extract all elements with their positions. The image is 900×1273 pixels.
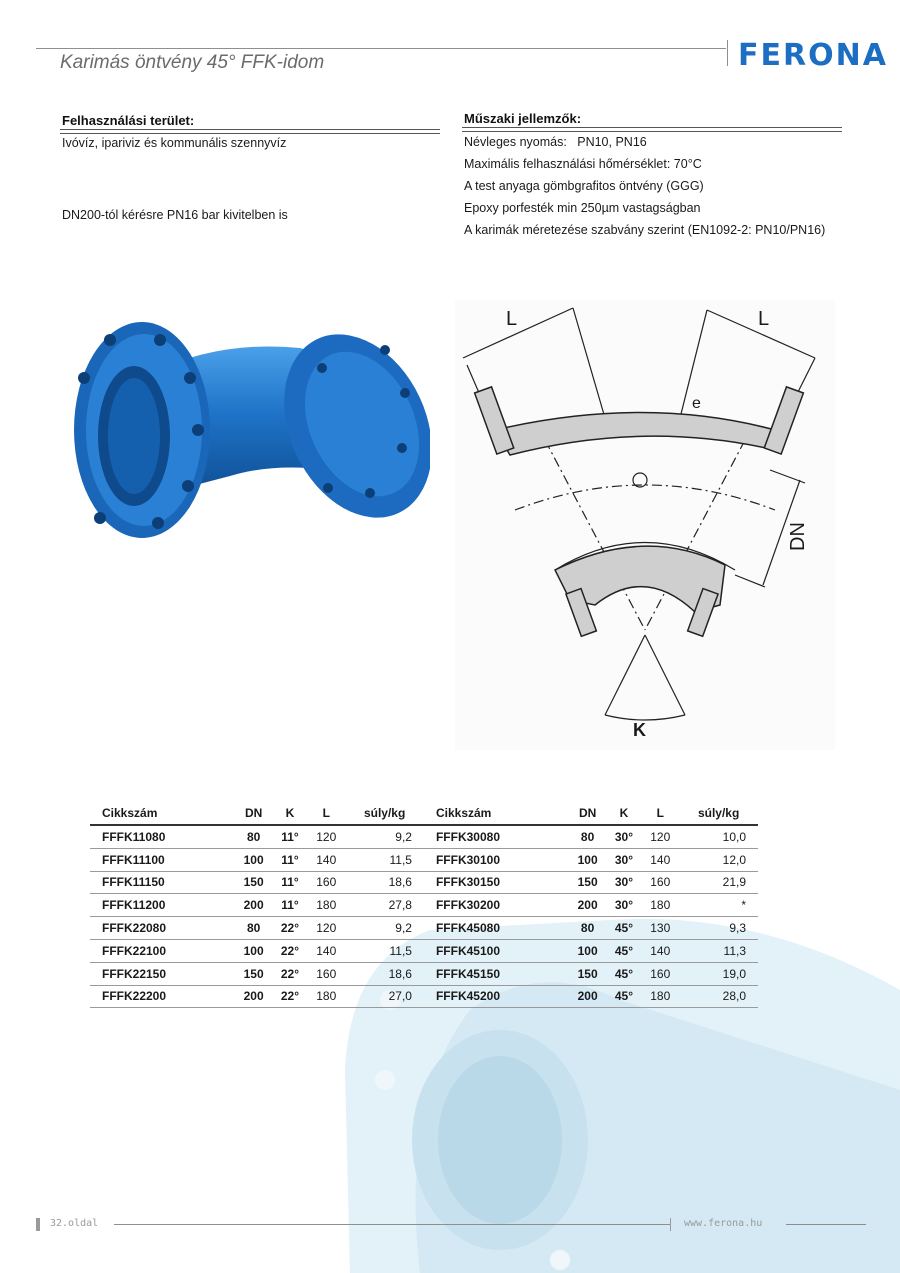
cell-dn-2: 200 xyxy=(569,985,607,1008)
dim-label-e: e xyxy=(692,395,701,412)
cell-dn: 80 xyxy=(235,917,273,940)
cell-l-2: 140 xyxy=(641,848,679,871)
cell-l: 120 xyxy=(307,917,345,940)
product-photo xyxy=(70,318,430,543)
header-rule-tick xyxy=(727,40,728,66)
specs-heading-rule xyxy=(462,127,842,132)
cell-weight-2: 21,9 xyxy=(679,871,758,894)
cell-weight: 18,6 xyxy=(345,962,424,985)
col-header-dn-2: DN xyxy=(569,802,607,825)
cell-code-2: FFFK45150 xyxy=(424,962,569,985)
cell-k-2: 30° xyxy=(607,848,642,871)
cell-weight: 27,0 xyxy=(345,985,424,1008)
table-row xyxy=(90,962,758,985)
spec-line-2: Maximális felhasználási hőmérséklet: 70°C xyxy=(464,157,702,171)
cell-weight-2: * xyxy=(679,894,758,917)
cell-weight: 18,6 xyxy=(345,871,424,894)
spec-line-1: Névleges nyomás: PN10, PN16 xyxy=(464,135,647,149)
cell-weight-2: 11,3 xyxy=(679,939,758,962)
table-row xyxy=(90,848,758,871)
cell-code: FFFK11080 xyxy=(90,825,235,848)
cell-weight-2: 12,0 xyxy=(679,848,758,871)
cell-k-2: 30° xyxy=(607,871,642,894)
cell-l-2: 130 xyxy=(641,917,679,940)
cell-weight: 9,2 xyxy=(345,917,424,940)
cell-l-2: 140 xyxy=(641,939,679,962)
cell-weight-2: 28,0 xyxy=(679,985,758,1008)
cell-dn-2: 200 xyxy=(569,894,607,917)
spec-line-3: A test anyaga gömbgrafitos öntvény (GGG) xyxy=(464,179,704,193)
cell-dn-2: 80 xyxy=(569,917,607,940)
cell-code: FFFK22150 xyxy=(90,962,235,985)
dim-label-L-left: L xyxy=(506,308,518,330)
cell-k-2: 45° xyxy=(607,985,642,1008)
cell-dn-2: 150 xyxy=(569,962,607,985)
cell-l: 140 xyxy=(307,848,345,871)
cell-l: 180 xyxy=(307,894,345,917)
dim-label-L-right: L xyxy=(758,308,770,330)
cell-dn: 200 xyxy=(235,894,273,917)
cell-code-2: FFFK30150 xyxy=(424,871,569,894)
cell-dn-2: 150 xyxy=(569,871,607,894)
col-header-weight-2: súly/kg xyxy=(679,802,758,825)
cell-k-2: 45° xyxy=(607,917,642,940)
cell-dn-2: 100 xyxy=(569,848,607,871)
cell-l-2: 180 xyxy=(641,985,679,1008)
cell-dn: 100 xyxy=(235,848,273,871)
brand-logo: FERONA xyxy=(738,38,888,73)
cell-k: 22° xyxy=(273,939,308,962)
cell-k: 11° xyxy=(273,848,308,871)
cell-k-2: 45° xyxy=(607,962,642,985)
cell-k-2: 30° xyxy=(607,894,642,917)
col-header-code-2: Cikkszám xyxy=(424,802,569,825)
cell-dn: 150 xyxy=(235,962,273,985)
cell-dn-2: 100 xyxy=(569,939,607,962)
cell-weight: 11,5 xyxy=(345,939,424,962)
header-rule xyxy=(36,48,726,49)
footer-url: www.ferona.hu xyxy=(684,1218,763,1229)
dim-label-DN: DN xyxy=(786,522,809,551)
col-header-weight: súly/kg xyxy=(345,802,424,825)
product-table xyxy=(90,802,758,1008)
cell-dn: 200 xyxy=(235,985,273,1008)
cell-dn: 150 xyxy=(235,871,273,894)
cell-weight-2: 9,3 xyxy=(679,917,758,940)
cell-code: FFFK22080 xyxy=(90,917,235,940)
spec-line-5: A karimák méretezése szabvány szerint (EN1092-2: PN10/PN16) xyxy=(464,223,826,237)
footer-sep xyxy=(670,1218,671,1231)
cell-code-2: FFFK45100 xyxy=(424,939,569,962)
cell-k: 22° xyxy=(273,985,308,1008)
cell-weight: 9,2 xyxy=(345,825,424,848)
table-row xyxy=(90,894,758,917)
cell-l: 180 xyxy=(307,985,345,1008)
table-row xyxy=(90,871,758,894)
cell-code-2: FFFK45200 xyxy=(424,985,569,1008)
cell-weight-2: 10,0 xyxy=(679,825,758,848)
page-title: Karimás öntvény 45° FFK-idom xyxy=(60,52,325,73)
cell-dn: 100 xyxy=(235,939,273,962)
col-header-k: K xyxy=(273,802,308,825)
table-header-row xyxy=(90,802,758,825)
col-header-l: L xyxy=(307,802,345,825)
cell-dn: 80 xyxy=(235,825,273,848)
cell-k: 11° xyxy=(273,894,308,917)
cell-code-2: FFFK45080 xyxy=(424,917,569,940)
col-header-code: Cikkszám xyxy=(90,802,235,825)
technical-drawing xyxy=(455,300,835,750)
cell-code: FFFK11100 xyxy=(90,848,235,871)
cell-weight: 27,8 xyxy=(345,894,424,917)
cell-weight: 11,5 xyxy=(345,848,424,871)
table-row xyxy=(90,939,758,962)
cell-code: FFFK22100 xyxy=(90,939,235,962)
col-header-k-2: K xyxy=(607,802,642,825)
usage-heading-rule xyxy=(60,129,440,134)
cell-l-2: 160 xyxy=(641,871,679,894)
cell-l-2: 180 xyxy=(641,894,679,917)
cell-l: 120 xyxy=(307,825,345,848)
cell-l-2: 120 xyxy=(641,825,679,848)
cell-dn-2: 80 xyxy=(569,825,607,848)
col-header-dn: DN xyxy=(235,802,273,825)
cell-l: 160 xyxy=(307,871,345,894)
cell-weight-2: 19,0 xyxy=(679,962,758,985)
table-row xyxy=(90,825,758,848)
cell-code-2: FFFK30100 xyxy=(424,848,569,871)
specs-heading: Műszaki jellemzők: xyxy=(464,111,582,126)
dim-label-K: K xyxy=(633,720,646,740)
col-header-l-2: L xyxy=(641,802,679,825)
cell-k-2: 30° xyxy=(607,825,642,848)
usage-heading: Felhasználási terület: xyxy=(62,113,195,128)
table-row xyxy=(90,985,758,1008)
footer-rule-right xyxy=(786,1224,866,1225)
usage-line-2: DN200-tól kérésre PN16 bar kivitelben is xyxy=(62,208,288,222)
table-row xyxy=(90,917,758,940)
page-number: 32.oldal xyxy=(50,1218,99,1229)
cell-k: 11° xyxy=(273,825,308,848)
cell-k: 22° xyxy=(273,962,308,985)
cell-k-2: 45° xyxy=(607,939,642,962)
cell-k: 22° xyxy=(273,917,308,940)
usage-line-1: Ivóvíz, ipariviz és kommunális szennyvíz xyxy=(62,136,287,150)
cell-code: FFFK11200 xyxy=(90,894,235,917)
footer-rule xyxy=(114,1224,670,1225)
cell-code-2: FFFK30080 xyxy=(424,825,569,848)
cell-code: FFFK22200 xyxy=(90,985,235,1008)
cell-k: 11° xyxy=(273,871,308,894)
footer-marker xyxy=(36,1218,40,1231)
cell-l: 160 xyxy=(307,962,345,985)
cell-l: 140 xyxy=(307,939,345,962)
cell-l-2: 160 xyxy=(641,962,679,985)
spec-line-4: Epoxy porfesték min 250µm vastagságban xyxy=(464,201,701,215)
cell-code: FFFK11150 xyxy=(90,871,235,894)
cell-code-2: FFFK30200 xyxy=(424,894,569,917)
